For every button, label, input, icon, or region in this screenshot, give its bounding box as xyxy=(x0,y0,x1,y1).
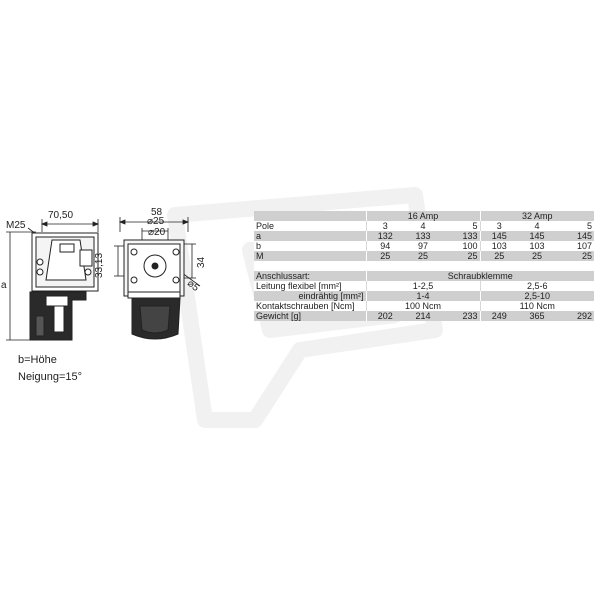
row-label: M xyxy=(254,251,366,261)
side-width-label: 70,50 xyxy=(48,210,74,221)
cell: 3 xyxy=(480,221,518,231)
eindraehtig-row xyxy=(254,291,594,301)
cell: 100 Ncm xyxy=(366,301,480,311)
cell: 25 xyxy=(556,251,594,261)
cell: 214 xyxy=(404,311,442,321)
cell: 103 xyxy=(518,241,556,251)
cell: 25 xyxy=(404,251,442,261)
gewicht-row xyxy=(254,311,594,321)
cell: 103 xyxy=(480,241,518,251)
cell: 100 xyxy=(442,241,480,251)
cell: 5 xyxy=(556,221,594,231)
cell: 25 xyxy=(442,251,480,261)
cell: 249 xyxy=(480,311,518,321)
row-label: b xyxy=(254,241,366,251)
gland-label: M25 xyxy=(6,220,26,231)
cell: 2,5-10 xyxy=(480,291,594,301)
cell: 233 xyxy=(442,311,480,321)
cell: 145 xyxy=(518,231,556,241)
note-hoehe: b=Höhe xyxy=(18,354,57,366)
cell: 365 xyxy=(518,311,556,321)
cell: 25 xyxy=(480,251,518,261)
cell: 110 Ncm xyxy=(480,301,594,311)
table-row xyxy=(254,221,594,231)
table-row xyxy=(254,251,594,261)
height-a-label: a xyxy=(1,280,7,291)
hole-dia-label: ⌀5 xyxy=(184,278,201,294)
cell: 97 xyxy=(404,241,442,251)
front-width-label: 58 xyxy=(151,207,163,218)
amp32-header: 32 Amp xyxy=(480,211,594,221)
cell: 4 xyxy=(518,221,556,231)
table-row xyxy=(254,231,594,241)
row-label: a xyxy=(254,231,366,241)
cell: 25 xyxy=(518,251,556,261)
row-label: Pole xyxy=(254,221,366,231)
cell: 5 xyxy=(442,221,480,231)
cell: 1-4 xyxy=(366,291,480,301)
row-label: Leitung flexibel [mm²] xyxy=(254,281,366,291)
cell: 1-2,5 xyxy=(366,281,480,291)
cell: 132 xyxy=(366,231,404,241)
spec-table xyxy=(254,211,594,321)
leitung-row xyxy=(254,281,594,291)
cell: 3 xyxy=(366,221,404,231)
cell: 145 xyxy=(556,231,594,241)
notes-block xyxy=(18,352,82,386)
cell: 202 xyxy=(366,311,404,321)
dia20-label: ⌀20 xyxy=(148,227,166,238)
cell: 292 xyxy=(556,311,594,321)
amp16-header: 16 Amp xyxy=(366,211,480,221)
amp-header-row xyxy=(254,211,594,221)
cell: 107 xyxy=(556,241,594,251)
row-label: eindrähtig [mm²] xyxy=(254,291,366,301)
row-label: Gewicht [g] xyxy=(254,311,366,321)
cell: 4 xyxy=(404,221,442,231)
kontaktschrauben-row xyxy=(254,301,594,311)
cell: 25 xyxy=(366,251,404,261)
row-label: Kontaktschrauben [Ncm] xyxy=(254,301,366,311)
vert-34-label: 34 xyxy=(196,256,207,268)
anschlussart-row xyxy=(254,271,594,281)
dia25-label: ⌀25 xyxy=(147,216,165,227)
cell: 2,5-6 xyxy=(480,281,594,291)
cell: 94 xyxy=(366,241,404,251)
vert-33-label: 33,13 xyxy=(94,252,105,278)
cell: 133 xyxy=(442,231,480,241)
cell: 145 xyxy=(480,231,518,241)
table-row xyxy=(254,241,594,251)
cell: Schraubklemme xyxy=(366,271,594,281)
row-label: Anschlussart: xyxy=(254,271,366,281)
cell: 133 xyxy=(404,231,442,241)
note-neigung: Neigung=15° xyxy=(18,371,83,383)
